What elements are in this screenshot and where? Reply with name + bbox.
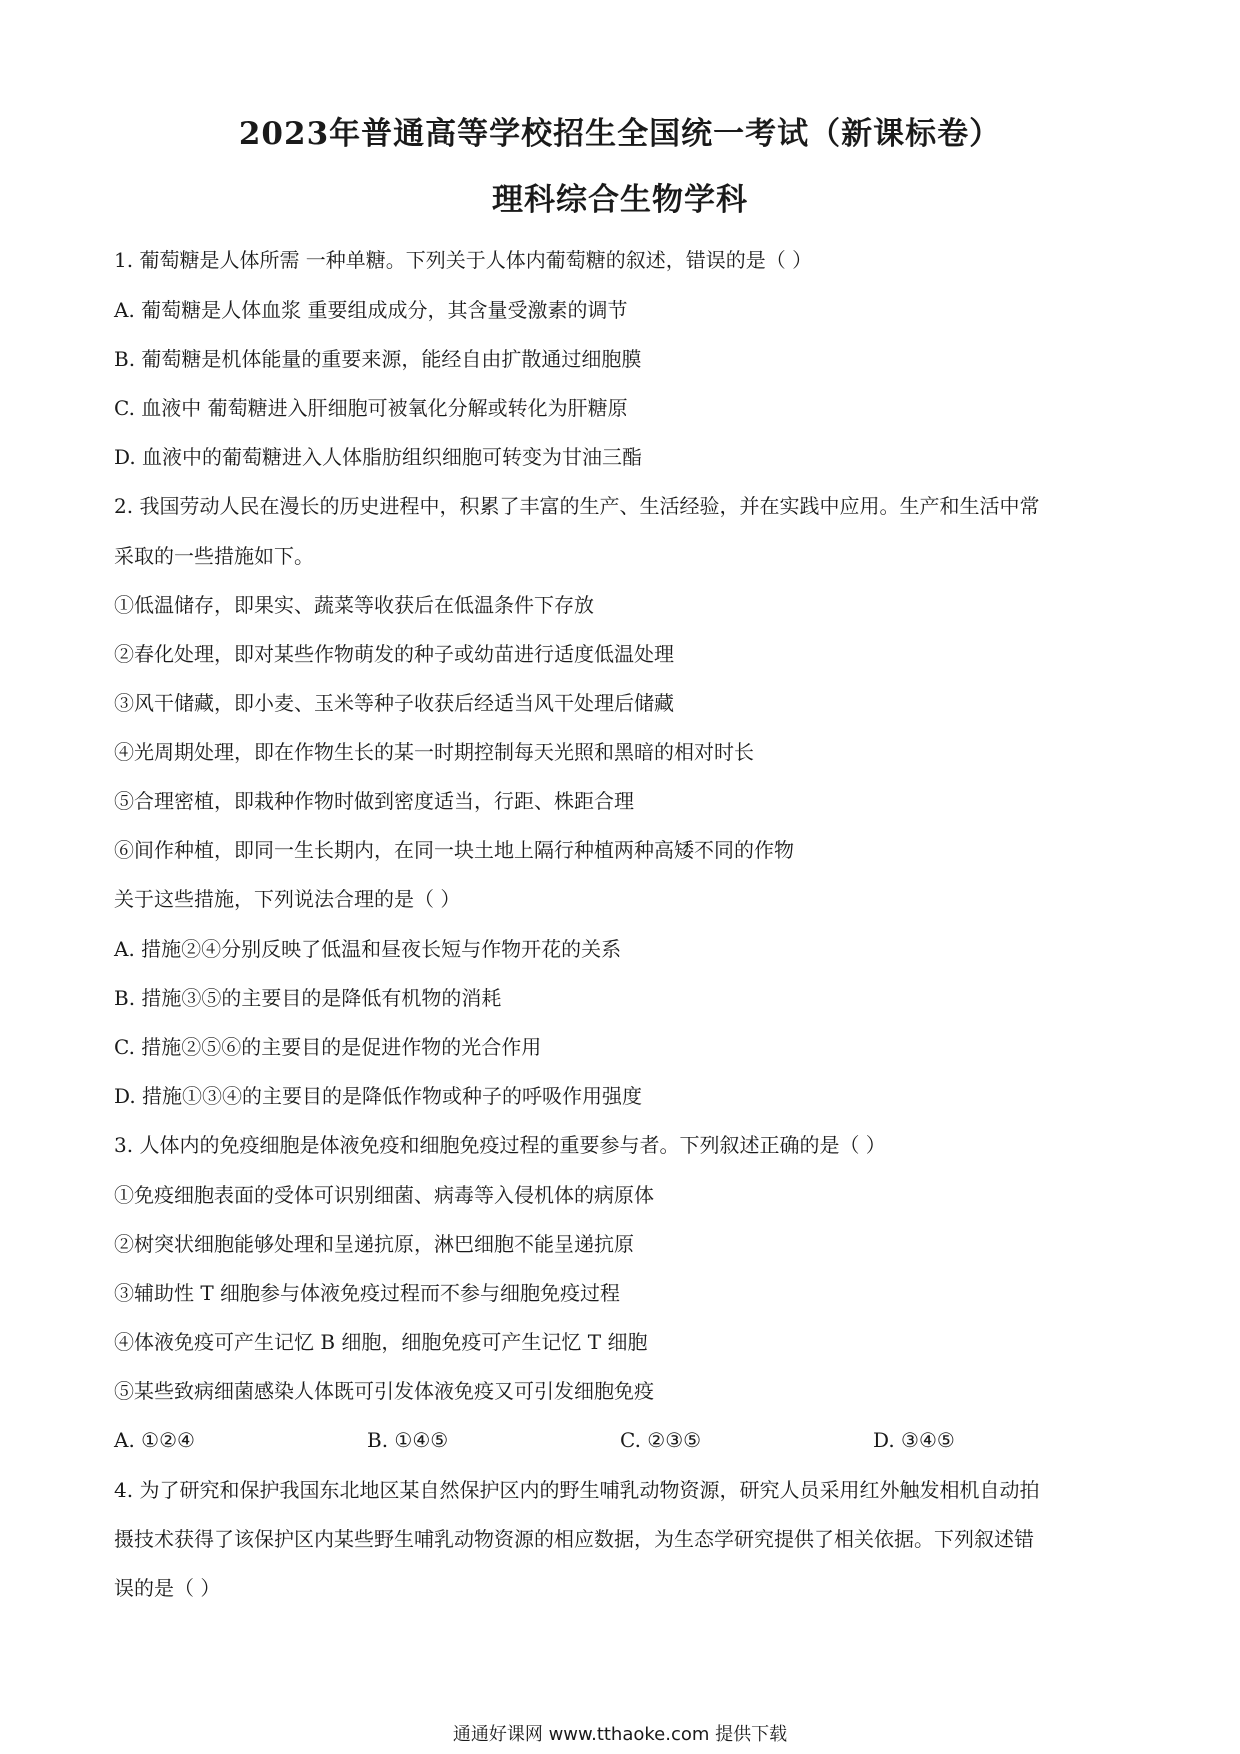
question-2-stem-line-2: 采取的一些措施如下。: [114, 544, 314, 568]
question-4-stem-line-3: 误的是（ ）: [114, 1576, 221, 1600]
question-2-item-4: ④光周期处理，即在作物生长的某一时期控制每天光照和黑暗的相对时长: [114, 740, 754, 764]
question-3-stem: 3. 人体内的免疫细胞是体液免疫和细胞免疫过程的重要参与者。下列叙述正确的是（ ）: [114, 1133, 886, 1157]
question-1-stem: 1. 葡萄糖是人体所需 一种单糖。下列关于人体内葡萄糖的叙述，错误的是（ ）: [114, 248, 813, 272]
page-title: 2023年普通高等学校招生全国统一考试（新课标卷）: [238, 116, 1002, 152]
question-2-question: 关于这些措施，下列说法合理的是（ ）: [114, 887, 461, 911]
page-subtitle: 理科综合生物学科: [492, 182, 748, 218]
question-3-option-d: D. ③④⑤: [873, 1428, 955, 1452]
footer-text: 通通好课网 www.tthaoke.com 提供下载: [452, 1724, 788, 1745]
question-2-item-3: ③风干储藏，即小麦、玉米等种子收获后经适当风干处理后储藏: [114, 691, 674, 715]
question-4-stem-line-2: 摄技术获得了该保护区内某些野生哺乳动物资源的相应数据，为生态学研究提供了相关依据。下列叙述错: [114, 1527, 1034, 1551]
question-2-item-5: ⑤合理密植，即栽种作物时做到密度适当，行距、株距合理: [114, 789, 634, 813]
question-3-option-b: B. ①④⑤: [367, 1428, 449, 1452]
question-3-item-1: ①免疫细胞表面的受体可识别细菌、病毒等入侵机体的病原体: [114, 1183, 654, 1207]
question-3-item-5: ⑤某些致病细菌感染人体既可引发体液免疫又可引发细胞免疫: [114, 1379, 654, 1403]
question-2-stem-line-1: 2. 我国劳动人民在漫长的历史进程中，积累了丰富的生产、生活经验，并在实践中应用。生产和生活中常: [114, 494, 1040, 518]
question-3-option-c: C. ②③⑤: [620, 1428, 702, 1452]
question-2-option-a: A. 措施②④分别反映了低温和昼夜长短与作物开花的关系: [114, 937, 622, 961]
question-1-option-d: D. 血液中的葡萄糖进入人体脂肪组织细胞可转变为甘油三酯: [114, 445, 643, 469]
question-2-option-b: B. 措施③⑤的主要目的是降低有机物的消耗: [114, 986, 502, 1010]
question-2-item-2: ②春化处理，即对某些作物萌发的种子或幼苗进行适度低温处理: [114, 642, 674, 666]
question-3-option-a: A. ①②④: [114, 1428, 195, 1452]
question-3-item-3: ③辅助性 T 细胞参与体液免疫过程而不参与细胞免疫过程: [114, 1281, 621, 1305]
question-2-item-6: ⑥间作种植，即同一生长期内，在同一块土地上隔行种植两种高矮不同的作物: [114, 838, 794, 862]
question-1-option-b: B. 葡萄糖是机体能量的重要来源，能经自由扩散通过细胞膜: [114, 347, 642, 371]
question-4-stem-line-1: 4. 为了研究和保护我国东北地区某自然保护区内的野生哺乳动物资源，研究人员采用红外触发相机自动拍: [114, 1478, 1040, 1502]
question-2-option-d: D. 措施①③④的主要目的是降低作物或种子的呼吸作用强度: [114, 1084, 643, 1108]
question-1-option-c: C. 血液中 葡萄糖进入肝细胞可被氧化分解或转化为肝糖原: [114, 396, 628, 420]
question-1-option-a: A. 葡萄糖是人体血浆 重要组成成分，其含量受激素的调节: [114, 298, 628, 322]
question-3-item-4: ④体液免疫可产生记忆 B 细胞，细胞免疫可产生记忆 T 细胞: [114, 1330, 648, 1354]
question-2-option-c: C. 措施②⑤⑥的主要目的是促进作物的光合作用: [114, 1035, 542, 1059]
question-2-item-1: ①低温储存，即果实、蔬菜等收获后在低温条件下存放: [114, 593, 594, 617]
question-3-item-2: ②树突状细胞能够处理和呈递抗原，淋巴细胞不能呈递抗原: [114, 1232, 634, 1256]
